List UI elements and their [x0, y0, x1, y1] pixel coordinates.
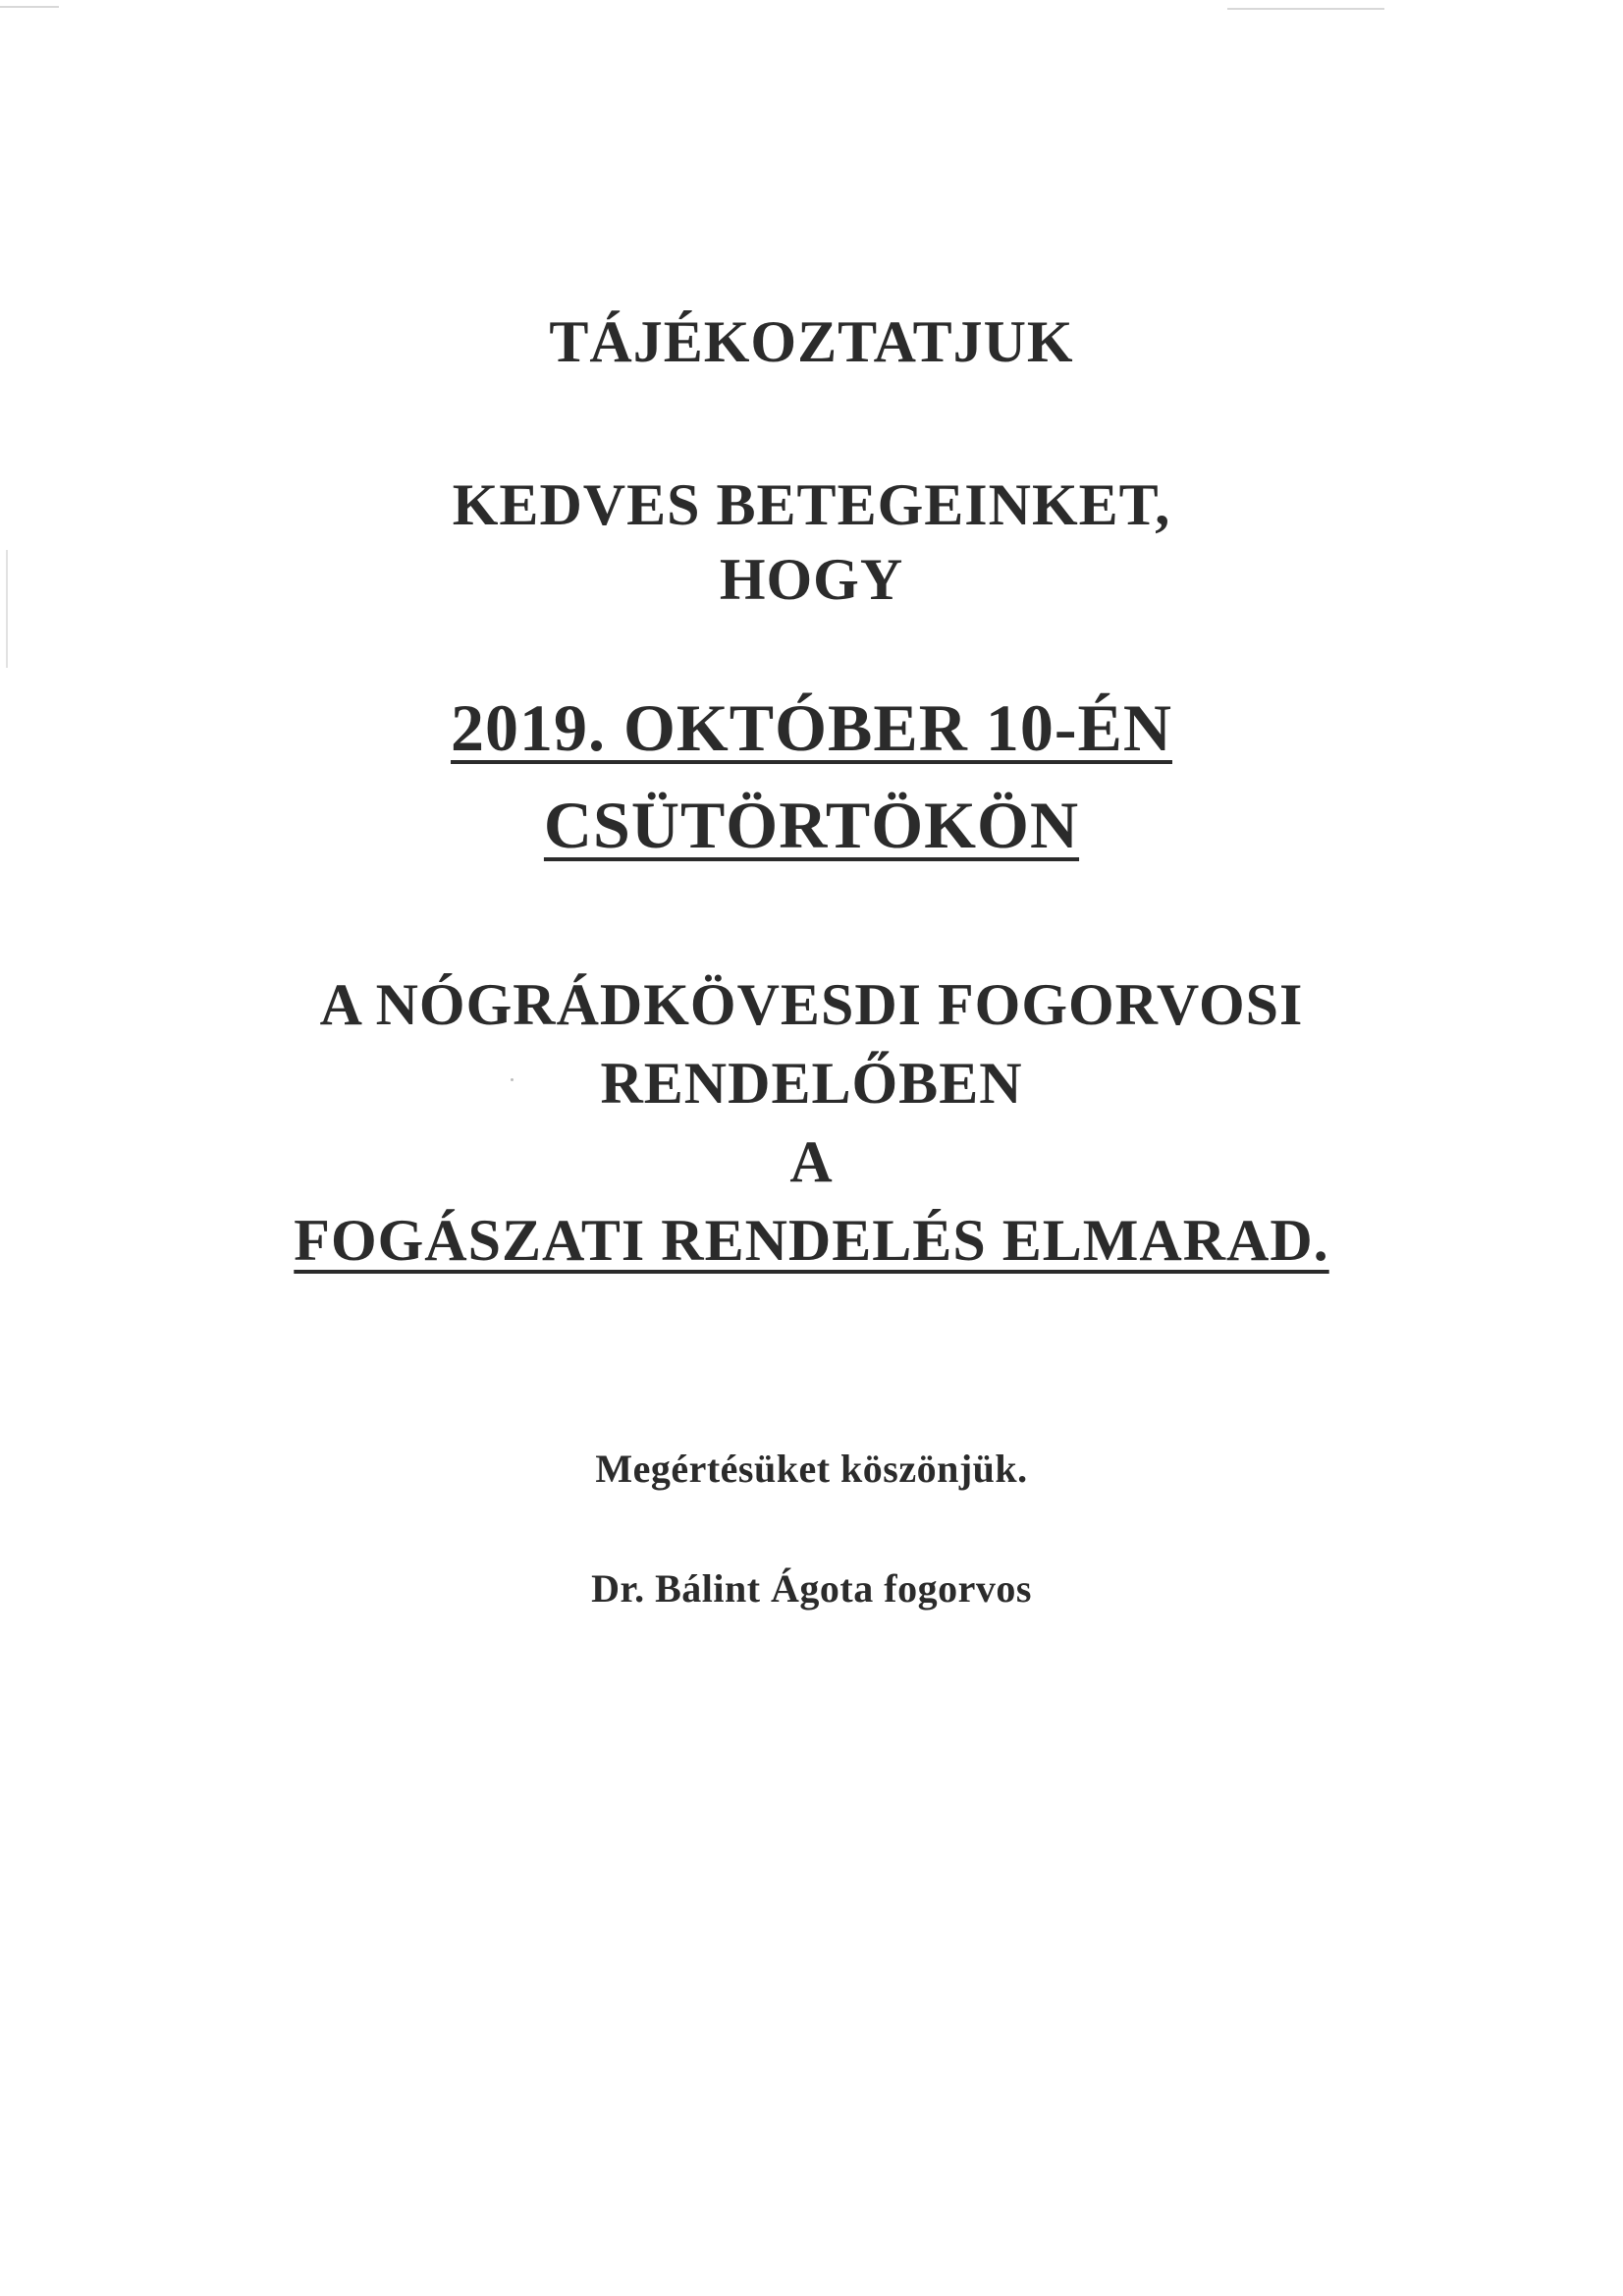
notice-heading: TÁJÉKOZTATJUK	[549, 309, 1074, 374]
scan-edge-mark	[0, 6, 59, 8]
intro-line-1: KEDVES BETEGEINKET,	[452, 472, 1171, 537]
place-line-2: RENDELŐBEN	[600, 1051, 1023, 1116]
intro-line-2: HOGY	[719, 547, 904, 612]
scan-edge-mark	[1227, 8, 1384, 10]
place-line-3: A	[789, 1129, 834, 1194]
date-line-2	[0, 788, 1623, 862]
date-line-1	[0, 690, 1623, 765]
message-text: FOGÁSZATI RENDELÉS ELMARAD.	[294, 1208, 1329, 1273]
date-line-1-text: 2019. OKTÓBER 10-ÉN	[451, 690, 1172, 765]
signature-line: Dr. Bálint Ágota fogorvos	[591, 1566, 1032, 1611]
date-line-2-text: CSÜTÖRTÖKÖN	[543, 788, 1080, 862]
place-line-1: A NÓGRÁDKÖVESDI FOGORVOSI	[319, 972, 1304, 1037]
thanks-line: Megértésüket köszönjük.	[595, 1447, 1028, 1491]
message-line	[0, 1208, 1623, 1273]
